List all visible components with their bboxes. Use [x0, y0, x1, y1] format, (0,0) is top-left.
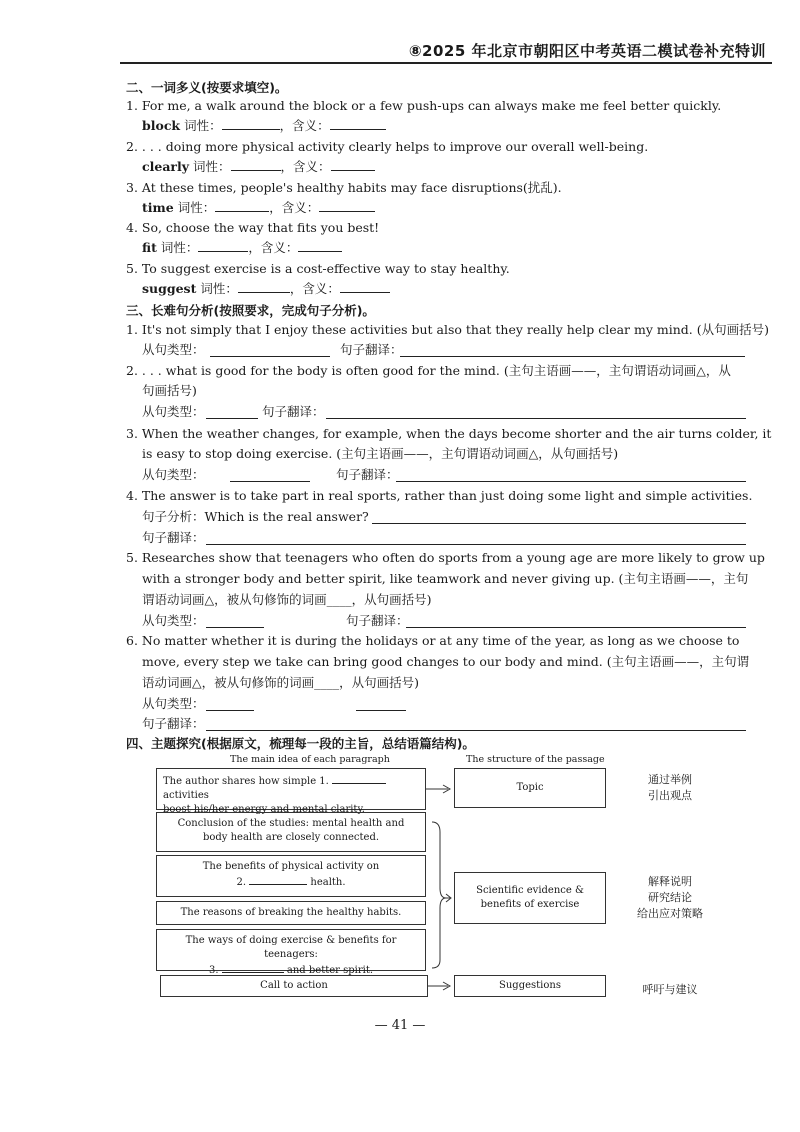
s3-q2-text-b: 句画括号)	[142, 383, 197, 398]
section-3-title: 三、长难句分析(按照要求，完成句子分析)。	[126, 303, 375, 318]
s2-q1-word: block	[142, 118, 181, 133]
note-2-c: 给出应对策略	[637, 907, 703, 920]
evidence-brace	[432, 822, 446, 968]
s2-q3-sentence: 3. At these times, people's healthy habits may face disruptions(扰乱).	[126, 180, 562, 195]
section-2-title: 二、一词多义(按要求填空)。	[126, 80, 288, 95]
structure-suggestions-text: Suggestions	[499, 980, 561, 991]
col-header-left: The main idea of each paragraph	[230, 754, 390, 765]
para-5-text-a: The ways of doing exercise & benefits for teenagers:	[185, 935, 397, 960]
s2-q4-pos-label: 词性：	[160, 240, 199, 255]
s3-q5-trans-label: 句子翻译：	[346, 613, 409, 628]
structure-topic-text: Topic	[516, 782, 544, 793]
note-3: 呼吁与建议	[642, 983, 698, 996]
para-3-text-b: 2.	[236, 877, 246, 888]
para-4-text: The reasons of breaking the healthy habits.	[180, 907, 402, 918]
para-2-text-a: Conclusion of the studies: mental health and	[177, 818, 405, 829]
para-3-text-a: The benefits of physical activity on	[202, 861, 380, 872]
s3-q4-trans-label: 句子翻译：	[142, 530, 205, 545]
s3-q3-text-a: 3. When the weather changes, for example, when the days become shorter and the air turns colder, it	[126, 426, 772, 441]
note-2-b: 研究结论	[648, 891, 692, 904]
page-header-title: ⑧2025 年北京市朝阳区中考英语二模试卷补充特训	[408, 42, 766, 60]
s3-q6-text-c: 语动词画△，被从句修饰的词画____，从句画括号)	[142, 675, 419, 690]
s2-q4-sentence: 4. So, choose the way that fits you best!	[126, 220, 380, 235]
note-1-a: 通过举例	[648, 773, 692, 786]
s2-q1-sentence: 1. For me, a walk around the block or a few push-ups can always make me feel better quickly.	[126, 98, 722, 113]
s3-q3-type-label: 从句类型：	[142, 467, 205, 482]
s2-q3-pos-label: 词性：	[177, 200, 216, 215]
s3-q1-text: 1. It's not simply that I enjoy these activities but also that they really help clear my mind. (从句画括号)	[126, 322, 769, 337]
s3-q6-text-b: move, every step we take can bring good changes to our body and mind. (主句主语画——，主句谓	[142, 654, 750, 669]
s3-q6-type-label: 从句类型：	[142, 696, 205, 711]
s2-q1-meaning-label: ，含义：	[279, 118, 330, 133]
s3-q4-analysis: 句子分析：Which is the real answer?	[142, 509, 369, 524]
section-4-title: 四、主题探究(根据原文，梳理每一段的主旨，总结语篇结构)。	[126, 736, 475, 751]
para-1-text-c: boost his/her energy and mental clarity.	[163, 804, 365, 815]
s3-q1-type-label: 从句类型：	[142, 342, 205, 357]
s2-q5-pos-label: 词性：	[200, 281, 238, 296]
page-number: — 41 —	[374, 1018, 426, 1033]
s2-q2-sentence: 2. . . . doing more physical activity clearly helps to improve our overall well-being.	[126, 139, 649, 154]
s2-q4-meaning-label: ，含义：	[248, 240, 299, 255]
s2-q2-pos-label: 词性：	[193, 159, 231, 174]
s3-q4-text: 4. The answer is to take part in real sports, rather than just doing some light and simple activities.	[126, 488, 753, 503]
structure-evidence-text-a: Scientific evidence &	[476, 885, 584, 896]
col-header-right: The structure of the passage	[466, 754, 605, 765]
s3-q2-text-a: 2. . . . what is good for the body is often good for the mind. (主句主语画——，主句谓语动词画△，从	[126, 363, 731, 378]
s2-q2-meaning-label: ，含义：	[280, 159, 331, 174]
s3-q5-text-c: 谓语动词画△，被从句修饰的词画____，从句画括号)	[142, 592, 432, 607]
s3-q2-type-label: 从句类型：	[142, 404, 205, 419]
para-5-text-b: 3.	[208, 965, 219, 976]
s3-q3-trans-label: 句子翻译：	[336, 467, 399, 482]
s3-q3-text-b: is easy to stop doing exercise. (主句主语画——，主句谓语动词画△，从句画括号)	[142, 446, 619, 461]
para-2-text-b: body health are closely connected.	[202, 832, 380, 843]
s2-q4-word: fit	[142, 240, 157, 255]
s3-q5-text-b: with a stronger body and better spirit, like teamwork and never giving up. (主句主语画——，主句	[142, 571, 749, 586]
s3-q1-trans-label: 句子翻译：	[340, 342, 403, 357]
s3-q5-type-label: 从句类型：	[142, 613, 205, 628]
s2-q5-sentence: 5. To suggest exercise is a cost-effective way to stay healthy.	[126, 261, 510, 276]
para-3-text-c: health.	[310, 877, 346, 888]
para-6-text: Call to action	[260, 980, 328, 991]
s2-q3-word: time	[142, 200, 174, 215]
s2-q3-meaning-label: ，含义：	[269, 200, 320, 215]
para-5-text-c: and better spirit.	[286, 965, 374, 976]
s3-q6-text-a: 6. No matter whether it is during the holidays or at any time of the year, as long as we choose to	[126, 633, 740, 648]
s2-q5-meaning-label: ，含义：	[289, 281, 340, 296]
s2-q1-pos-label: 词性：	[184, 118, 222, 133]
para-1-text-b: activities	[163, 790, 209, 801]
s3-q2-trans-label: 句子翻译：	[262, 404, 325, 419]
note-1-b: 引出观点	[648, 789, 692, 802]
para-1-text-a: The author shares how simple 1.	[163, 776, 329, 787]
s2-q2-word: clearly	[142, 159, 190, 174]
s2-q5-word: suggest	[142, 281, 197, 296]
note-2	[620, 874, 720, 922]
note-2-a: 解释说明	[648, 875, 692, 888]
note-1	[620, 772, 720, 804]
s3-q5-text-a: 5. Researches show that teenagers who often do sports from a young age are more likely to grow up	[126, 550, 765, 565]
s3-q6-trans-label: 句子翻译：	[142, 716, 205, 731]
structure-evidence-text-b: benefits of exercise	[480, 899, 580, 910]
